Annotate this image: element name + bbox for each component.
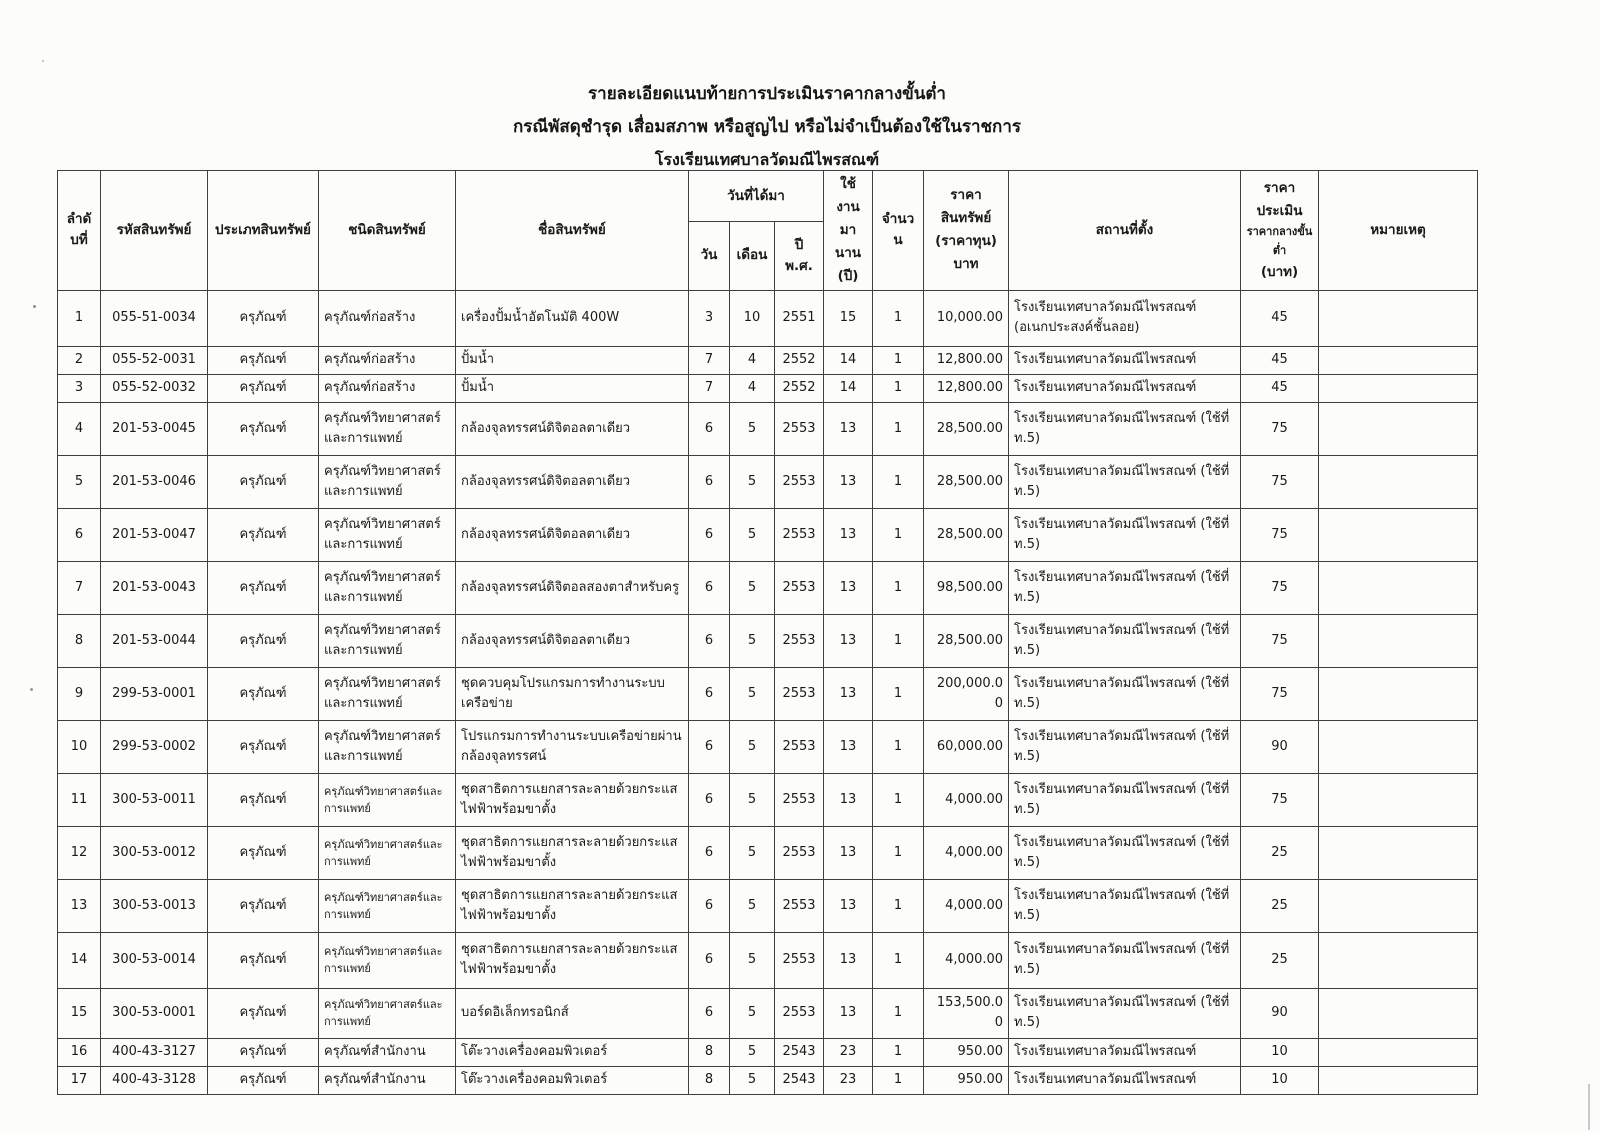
cell-day: 6 [689,826,730,879]
cell-years-used: 13 [824,667,873,720]
header-appraised-price-line-2: ราคากลางขั้นต่ำ [1246,225,1313,257]
cell-row-number: 6 [58,508,101,561]
cell-appraised-price: 45 [1241,290,1319,346]
cell-asset-category: ครุภัณฑ์ [208,879,319,932]
cell-asset-category: ครุภัณฑ์ [208,720,319,773]
cell-month: 4 [730,374,775,402]
cell-asset-code: 201-53-0044 [101,614,208,667]
cell-asset-code: 055-51-0034 [101,290,208,346]
cell-asset-name: กล้องจุลทรรศน์ดิจิตอลตาเดียว [456,614,689,667]
cell-appraised-price: 45 [1241,346,1319,374]
cell-asset-kind: ครุภัณฑ์วิทยาศาสตร์และการแพทย์ [319,826,456,879]
cell-month: 4 [730,346,775,374]
cell-asset-name: กล้องจุลทรรศน์ดิจิตอลตาเดียว [456,402,689,455]
header-asset-category: ประเภทสินทรัพย์ [208,171,319,291]
table-row [58,720,1478,773]
cell-remark [1319,720,1478,773]
cell-appraised-price: 90 [1241,988,1319,1038]
cell-day: 6 [689,667,730,720]
cell-years-used: 13 [824,773,873,826]
cell-asset-category: ครุภัณฑ์ [208,346,319,374]
cell-year: 2553 [775,879,824,932]
cell-year: 2553 [775,667,824,720]
cell-remark [1319,988,1478,1038]
cell-asset-kind: ครุภัณฑ์ก่อสร้าง [319,374,456,402]
document-title-line-2: กรณีพัสดุชำรุด เสื่อมสภาพ หรือสูญไป หรือไม่จำเป็นต้องใช้ในราชการ [512,117,1022,137]
cell-location: โรงเรียนเทศบาลวัดมณีไพรสณฑ์ [1009,1038,1241,1066]
cell-asset-name: ปั้มน้ำ [456,346,689,374]
cell-year: 2543 [775,1066,824,1094]
cell-month: 5 [730,932,775,988]
cell-asset-name: กล้องจุลทรรศน์ดิจิตอลตาเดียว [456,455,689,508]
cell-price: 28,500.00 [924,455,1009,508]
cell-asset-category: ครุภัณฑ์ [208,402,319,455]
cell-year: 2553 [775,561,824,614]
cell-asset-name: ชุดสาธิตการแยกสารละลายด้วยกระแสไฟฟ้าพร้อมขาตั้ง [456,932,689,988]
cell-row-number: 16 [58,1038,101,1066]
cell-asset-kind: ครุภัณฑ์วิทยาศาสตร์และการแพทย์ [319,879,456,932]
table-row [58,932,1478,988]
header-asset-price-line-3: บาท [953,256,979,273]
header-remark: หมายเหตุ [1319,171,1478,291]
cell-month: 5 [730,720,775,773]
table-row [58,826,1478,879]
header-row-number: ลำดับที่ [58,171,101,291]
cell-years-used: 13 [824,614,873,667]
cell-quantity: 1 [873,402,924,455]
cell-remark [1319,346,1478,374]
cell-asset-code: 300-53-0012 [101,826,208,879]
cell-asset-name: เครื่องปั้มน้ำอัตโนมัติ 400W [456,290,689,346]
cell-day: 8 [689,1066,730,1094]
cell-remark [1319,826,1478,879]
cell-location: โรงเรียนเทศบาลวัดมณีไพรสณฑ์ (ใช้ที่ ท.5) [1009,667,1241,720]
cell-remark [1319,455,1478,508]
cell-asset-category: ครุภัณฑ์ [208,667,319,720]
cell-year: 2553 [775,402,824,455]
cell-years-used: 23 [824,1066,873,1094]
asset-table-body [58,290,1478,1094]
cell-year: 2553 [775,826,824,879]
cell-appraised-price: 75 [1241,561,1319,614]
cell-location: โรงเรียนเทศบาลวัดมณีไพรสณฑ์ [1009,374,1241,402]
cell-asset-category: ครุภัณฑ์ [208,773,319,826]
header-date-acquired: วันที่ได้มา [689,171,824,222]
cell-years-used: 13 [824,988,873,1038]
header-appraised-price [1241,171,1319,291]
cell-month: 5 [730,773,775,826]
cell-asset-code: 299-53-0002 [101,720,208,773]
cell-quantity: 1 [873,290,924,346]
cell-row-number: 13 [58,879,101,932]
cell-asset-kind: ครุภัณฑ์วิทยาศาสตร์และการแพทย์ [319,988,456,1038]
cell-asset-code: 201-53-0046 [101,455,208,508]
header-appraised-price-line-3: (บาท) [1260,263,1299,280]
cell-years-used: 14 [824,346,873,374]
cell-day: 8 [689,1038,730,1066]
cell-location: โรงเรียนเทศบาลวัดมณีไพรสณฑ์ (ใช้ที่ ท.5) [1009,614,1241,667]
cell-asset-kind: ครุภัณฑ์วิทยาศาสตร์และการแพทย์ [319,614,456,667]
table-row [58,614,1478,667]
header-year: ปี พ.ศ. [775,222,824,291]
cell-year: 2553 [775,720,824,773]
header-location: สถานที่ตั้ง [1009,171,1241,291]
cell-day: 6 [689,402,730,455]
cell-location: โรงเรียนเทศบาลวัดมณีไพรสณฑ์ (ใช้ที่ ท.5) [1009,561,1241,614]
cell-quantity: 1 [873,667,924,720]
cell-asset-category: ครุภัณฑ์ [208,988,319,1038]
cell-day: 6 [689,455,730,508]
cell-asset-kind: ครุภัณฑ์วิทยาศาสตร์และการแพทย์ [319,455,456,508]
cell-asset-kind: ครุภัณฑ์สำนักงาน [319,1066,456,1094]
cell-appraised-price: 75 [1241,402,1319,455]
cell-day: 3 [689,290,730,346]
cell-asset-category: ครุภัณฑ์ [208,614,319,667]
cell-asset-code: 300-53-0013 [101,879,208,932]
cell-day: 6 [689,561,730,614]
table-row [58,561,1478,614]
cell-appraised-price: 25 [1241,826,1319,879]
cell-day: 6 [689,508,730,561]
cell-years-used: 13 [824,932,873,988]
cell-quantity: 1 [873,879,924,932]
cell-row-number: 14 [58,932,101,988]
cell-asset-name: บอร์ดอิเล็กทรอนิกส์ [456,988,689,1038]
cell-asset-kind: ครุภัณฑ์วิทยาศาสตร์และการแพทย์ [319,720,456,773]
cell-price: 28,500.00 [924,614,1009,667]
cell-location: โรงเรียนเทศบาลวัดมณีไพรสณฑ์ (อเนกประสงค์ชั้นลอย) [1009,290,1241,346]
cell-asset-name: ชุดสาธิตการแยกสารละลายด้วยกระแสไฟฟ้าพร้อมขาตั้ง [456,879,689,932]
cell-asset-code: 300-53-0001 [101,988,208,1038]
table-row [58,988,1478,1038]
cell-location: โรงเรียนเทศบาลวัดมณีไพรสณฑ์ [1009,346,1241,374]
cell-quantity: 1 [873,720,924,773]
asset-table-container [57,170,1478,1095]
cell-asset-kind: ครุภัณฑ์วิทยาศาสตร์และการแพทย์ [319,667,456,720]
cell-asset-category: ครุภัณฑ์ [208,561,319,614]
cell-quantity: 1 [873,988,924,1038]
header-years-used-line-1: ใช้งาน [836,176,860,215]
cell-price: 4,000.00 [924,879,1009,932]
cell-year: 2552 [775,374,824,402]
cell-price: 950.00 [924,1038,1009,1066]
cell-row-number: 7 [58,561,101,614]
cell-years-used: 13 [824,720,873,773]
cell-asset-category: ครุภัณฑ์ [208,1038,319,1066]
header-quantity: จำนวน [873,171,924,291]
cell-row-number: 17 [58,1066,101,1094]
cell-year: 2551 [775,290,824,346]
cell-remark [1319,614,1478,667]
header-years-used [824,171,873,291]
asset-table [57,170,1478,1095]
cell-appraised-price: 75 [1241,667,1319,720]
cell-day: 6 [689,614,730,667]
cell-month: 5 [730,508,775,561]
cell-quantity: 1 [873,932,924,988]
cell-price: 4,000.00 [924,826,1009,879]
cell-asset-code: 055-52-0032 [101,374,208,402]
cell-years-used: 15 [824,290,873,346]
cell-month: 5 [730,1066,775,1094]
cell-asset-kind: ครุภัณฑ์ก่อสร้าง [319,346,456,374]
cell-remark [1319,879,1478,932]
cell-price: 12,800.00 [924,374,1009,402]
cell-quantity: 1 [873,508,924,561]
header-asset-price-line-2: (ราคาทุน) [935,233,997,250]
cell-price: 12,800.00 [924,346,1009,374]
cell-row-number: 10 [58,720,101,773]
cell-asset-name: โต๊ะวางเครื่องคอมพิวเตอร์ [456,1066,689,1094]
cell-asset-code: 400-43-3127 [101,1038,208,1066]
cell-remark [1319,932,1478,988]
header-asset-price [924,171,1009,291]
cell-location: โรงเรียนเทศบาลวัดมณีไพรสณฑ์ (ใช้ที่ ท.5) [1009,508,1241,561]
cell-appraised-price: 75 [1241,455,1319,508]
cell-month: 5 [730,667,775,720]
cell-asset-code: 300-53-0014 [101,932,208,988]
table-row [58,879,1478,932]
cell-asset-code: 201-53-0047 [101,508,208,561]
cell-asset-name: ชุดสาธิตการแยกสารละลายด้วยกระแสไฟฟ้าพร้อมขาตั้ง [456,773,689,826]
cell-quantity: 1 [873,773,924,826]
cell-price: 4,000.00 [924,773,1009,826]
cell-asset-name: โปรแกรมการทำงานระบบเครือข่ายผ่านกล้องจุลทรรศน์ [456,720,689,773]
cell-remark [1319,374,1478,402]
cell-day: 7 [689,346,730,374]
cell-row-number: 9 [58,667,101,720]
cell-appraised-price: 90 [1241,720,1319,773]
header-asset-price-line-1: ราคาสินทรัพย์ [940,187,992,227]
cell-quantity: 1 [873,455,924,508]
cell-row-number: 1 [58,290,101,346]
cell-row-number: 3 [58,374,101,402]
cell-asset-category: ครุภัณฑ์ [208,374,319,402]
cell-quantity: 1 [873,614,924,667]
cell-day: 6 [689,773,730,826]
cell-location: โรงเรียนเทศบาลวัดมณีไพรสณฑ์ (ใช้ที่ ท.5) [1009,826,1241,879]
cell-remark [1319,402,1478,455]
cell-quantity: 1 [873,1038,924,1066]
cell-year: 2553 [775,508,824,561]
table-row [58,346,1478,374]
table-row [58,455,1478,508]
cell-asset-code: 400-43-3128 [101,1066,208,1094]
cell-years-used: 13 [824,561,873,614]
header-appraised-price-line-1: ราคาประเมิน [1256,180,1303,220]
cell-location: โรงเรียนเทศบาลวัดมณีไพรสณฑ์ (ใช้ที่ ท.5) [1009,879,1241,932]
cell-day: 6 [689,879,730,932]
cell-row-number: 8 [58,614,101,667]
cell-asset-code: 299-53-0001 [101,667,208,720]
cell-month: 5 [730,561,775,614]
cell-location: โรงเรียนเทศบาลวัดมณีไพรสณฑ์ (ใช้ที่ ท.5) [1009,455,1241,508]
cell-row-number: 4 [58,402,101,455]
cell-asset-kind: ครุภัณฑ์สำนักงาน [319,1038,456,1066]
cell-month: 5 [730,826,775,879]
cell-appraised-price: 25 [1241,879,1319,932]
table-row [58,1066,1478,1094]
cell-row-number: 15 [58,988,101,1038]
scan-speck [30,688,33,691]
header-asset-kind: ชนิดสินทรัพย์ [319,171,456,291]
scan-speck [42,60,44,62]
cell-location: โรงเรียนเทศบาลวัดมณีไพรสณฑ์ (ใช้ที่ ท.5) [1009,402,1241,455]
cell-appraised-price: 75 [1241,614,1319,667]
cell-price: 4,000.00 [924,932,1009,988]
cell-year: 2553 [775,773,824,826]
asset-table-header [58,171,1478,291]
document-title-block [57,84,1477,183]
cell-row-number: 11 [58,773,101,826]
cell-asset-kind: ครุภัณฑ์วิทยาศาสตร์และการแพทย์ [319,932,456,988]
cell-location: โรงเรียนเทศบาลวัดมณีไพรสณฑ์ (ใช้ที่ ท.5) [1009,932,1241,988]
cell-price: 28,500.00 [924,402,1009,455]
cell-asset-category: ครุภัณฑ์ [208,826,319,879]
cell-price: 10,000.00 [924,290,1009,346]
cell-asset-name: โต๊ะวางเครื่องคอมพิวเตอร์ [456,1038,689,1066]
cell-years-used: 13 [824,455,873,508]
cell-day: 6 [689,932,730,988]
table-row [58,402,1478,455]
table-row [58,290,1478,346]
cell-year: 2553 [775,932,824,988]
table-row [58,508,1478,561]
cell-asset-name: ปั้มน้ำ [456,374,689,402]
cell-location: โรงเรียนเทศบาลวัดมณีไพรสณฑ์ (ใช้ที่ ท.5) [1009,988,1241,1038]
document-title-line-1: รายละเอียดแนบท้ายการประเมินราคากลางขั้นต่ำ [588,84,946,104]
table-row [58,374,1478,402]
cell-years-used: 14 [824,374,873,402]
cell-appraised-price: 10 [1241,1038,1319,1066]
cell-remark [1319,773,1478,826]
cell-price: 153,500.00 [924,988,1009,1038]
cell-month: 5 [730,402,775,455]
cell-year: 2553 [775,988,824,1038]
cell-quantity: 1 [873,826,924,879]
cell-asset-code: 300-53-0011 [101,773,208,826]
cell-asset-code: 055-52-0031 [101,346,208,374]
cell-price: 98,500.00 [924,561,1009,614]
cell-year: 2553 [775,455,824,508]
cell-location: โรงเรียนเทศบาลวัดมณีไพรสณฑ์ [1009,1066,1241,1094]
cell-price: 60,000.00 [924,720,1009,773]
cell-month: 5 [730,879,775,932]
cell-price: 950.00 [924,1066,1009,1094]
cell-row-number: 5 [58,455,101,508]
cell-row-number: 2 [58,346,101,374]
cell-day: 6 [689,720,730,773]
scan-speck [33,305,36,308]
cell-years-used: 13 [824,508,873,561]
cell-years-used: 23 [824,1038,873,1066]
cell-quantity: 1 [873,1066,924,1094]
cell-asset-name: ชุดสาธิตการแยกสารละลายด้วยกระแสไฟฟ้าพร้อมขาตั้ง [456,826,689,879]
cell-years-used: 13 [824,826,873,879]
cell-location: โรงเรียนเทศบาลวัดมณีไพรสณฑ์ (ใช้ที่ ท.5) [1009,773,1241,826]
cell-asset-name: ชุดควบคุมโปรแกรมการทำงานระบบเครือข่าย [456,667,689,720]
header-asset-code: รหัสสินทรัพย์ [101,171,208,291]
document-title-line-3: โรงเรียนเทศบาลวัดมณีไพรสณฑ์ [654,150,880,169]
cell-month: 5 [730,614,775,667]
cell-remark [1319,508,1478,561]
cell-asset-name: กล้องจุลทรรศน์ดิจิตอลสองตาสำหรับครู [456,561,689,614]
cell-month: 5 [730,1038,775,1066]
header-asset-name: ชื่อสินทรัพย์ [456,171,689,291]
header-month: เดือน [730,222,775,291]
header-day: วัน [689,222,730,291]
cell-appraised-price: 75 [1241,773,1319,826]
header-years-used-line-2: มานาน [835,221,862,261]
cell-asset-name: กล้องจุลทรรศน์ดิจิตอลตาเดียว [456,508,689,561]
cell-month: 10 [730,290,775,346]
cell-appraised-price: 45 [1241,374,1319,402]
cell-asset-code: 201-53-0043 [101,561,208,614]
cell-remark [1319,290,1478,346]
cell-month: 5 [730,455,775,508]
cell-year: 2553 [775,614,824,667]
cell-asset-code: 201-53-0045 [101,402,208,455]
cell-remark [1319,667,1478,720]
cell-asset-category: ครุภัณฑ์ [208,455,319,508]
cell-location: โรงเรียนเทศบาลวัดมณีไพรสณฑ์ (ใช้ที่ ท.5) [1009,720,1241,773]
cell-years-used: 13 [824,402,873,455]
cell-year: 2543 [775,1038,824,1066]
cell-quantity: 1 [873,374,924,402]
header-years-used-line-3: (ปี) [837,267,859,284]
table-row [58,667,1478,720]
cell-remark [1319,561,1478,614]
cell-year: 2552 [775,346,824,374]
cell-asset-category: ครุภัณฑ์ [208,1066,319,1094]
cell-row-number: 12 [58,826,101,879]
cell-appraised-price: 25 [1241,932,1319,988]
cell-remark [1319,1066,1478,1094]
cell-asset-kind: ครุภัณฑ์ก่อสร้าง [319,290,456,346]
cell-years-used: 13 [824,879,873,932]
table-row [58,1038,1478,1066]
cell-asset-kind: ครุภัณฑ์วิทยาศาสตร์และการแพทย์ [319,773,456,826]
cell-quantity: 1 [873,346,924,374]
cell-appraised-price: 75 [1241,508,1319,561]
cell-price: 200,000.00 [924,667,1009,720]
cell-day: 6 [689,988,730,1038]
cell-asset-kind: ครุภัณฑ์วิทยาศาสตร์และการแพทย์ [319,561,456,614]
cell-asset-kind: ครุภัณฑ์วิทยาศาสตร์และการแพทย์ [319,402,456,455]
cell-asset-category: ครุภัณฑ์ [208,290,319,346]
cell-quantity: 1 [873,561,924,614]
cell-asset-category: ครุภัณฑ์ [208,508,319,561]
scan-edge-artifact [1588,1084,1590,1130]
cell-price: 28,500.00 [924,508,1009,561]
cell-appraised-price: 10 [1241,1066,1319,1094]
table-row [58,773,1478,826]
cell-remark [1319,1038,1478,1066]
cell-month: 5 [730,988,775,1038]
cell-day: 7 [689,374,730,402]
cell-asset-category: ครุภัณฑ์ [208,932,319,988]
cell-asset-kind: ครุภัณฑ์วิทยาศาสตร์และการแพทย์ [319,508,456,561]
